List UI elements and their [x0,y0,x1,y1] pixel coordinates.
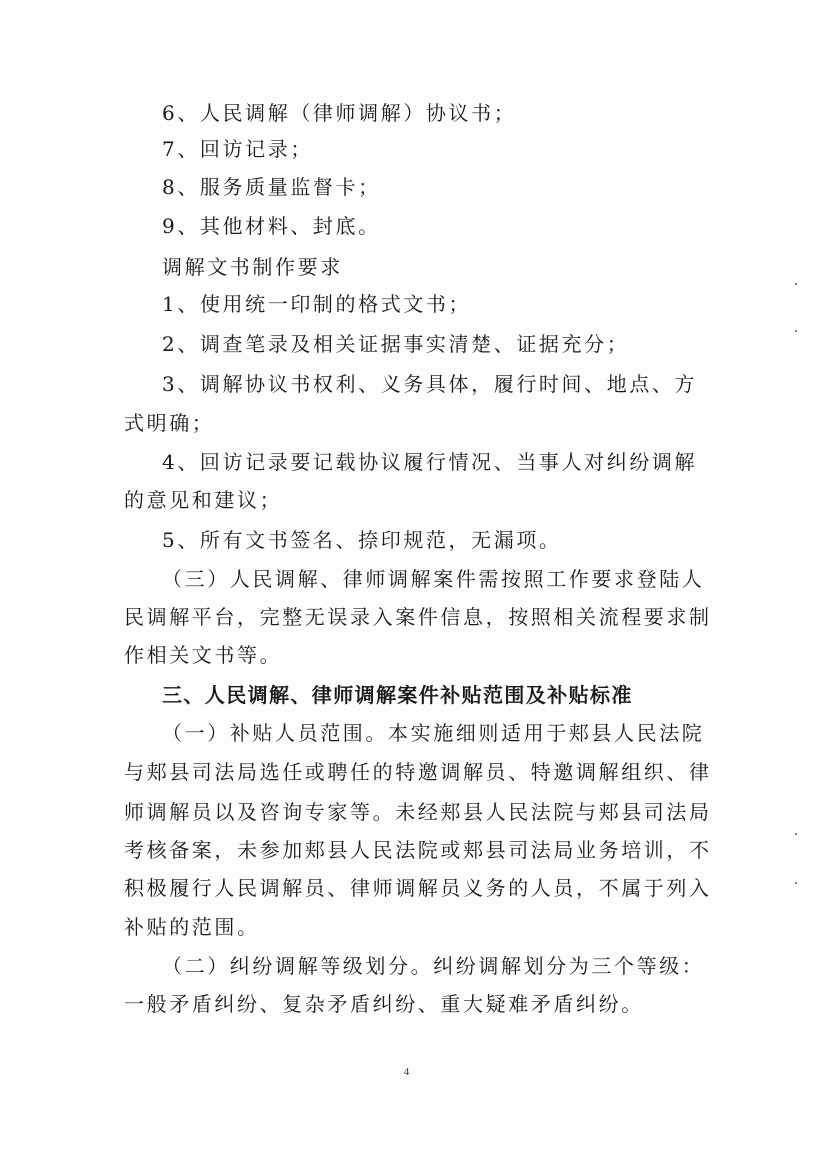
scan-speck [795,882,797,884]
list-item: 1、使用统一印制的格式文书； [162,292,472,316]
list-item: 7、回访记录； [162,137,313,161]
paragraph-line: 一般矛盾纠纷、复杂矛盾纠纷、重大疑难矛盾纠纷。 [124,992,644,1016]
list-item: 6、人民调解（律师调解）协议书； [162,101,517,125]
list-item-continuation: 式明确； [124,411,215,435]
page-number: 4 [403,1066,410,1078]
paragraph-line: 考核备案，未参加郏县人民法院或郏县司法局业务培训，不 [124,838,712,862]
paragraph-line: 积极履行人民调解员、律师调解员义务的人员，不属于列入 [124,876,712,900]
paragraph-line: （一）补贴人员范围。本实施细则适用于郏县人民法院 [162,721,705,745]
paragraph-line: 补贴的范围。 [124,915,260,939]
list-item: 8、服务质量监督卡； [162,175,381,199]
list-item: 3、调解协议书权利、义务具体，履行时间、地点、方 [162,372,698,396]
list-item: 9、其他材料、封底。 [162,214,381,238]
scan-speck [795,330,797,332]
paragraph-line: 师调解员以及咨询专家等。未经郏县人民法院与郏县司法局 [124,800,712,824]
paragraph-line: （二）纠纷调解等级划分。纠纷调解划分为三个等级： [162,954,705,978]
section-subtitle: 调解文书制作要求 [162,255,343,279]
scan-speck [795,833,797,835]
paragraph-line: 作相关文书等。 [124,643,283,667]
paragraph-line: 与郏县司法局选任或聘任的特邀调解员、特邀调解组织、律 [124,760,712,784]
list-item: 2、调查笔录及相关证据事实清楚、证据充分； [162,332,630,356]
section-heading: 三、人民调解、律师调解案件补贴范围及补贴标准 [162,683,633,707]
paragraph-line: 民调解平台，完整无误录入案件信息，按照相关流程要求制 [124,605,712,629]
list-item: 5、所有文书签名、捺印规范，无漏项。 [162,528,562,552]
list-item: 4、回访记录要记载协议履行情况、当事人对纠纷调解 [162,450,698,474]
scan-speck [795,283,797,285]
list-item-continuation: 的意见和建议； [124,488,283,512]
paragraph-line: （三）人民调解、律师调解案件需按照工作要求登陆人 [162,567,705,591]
